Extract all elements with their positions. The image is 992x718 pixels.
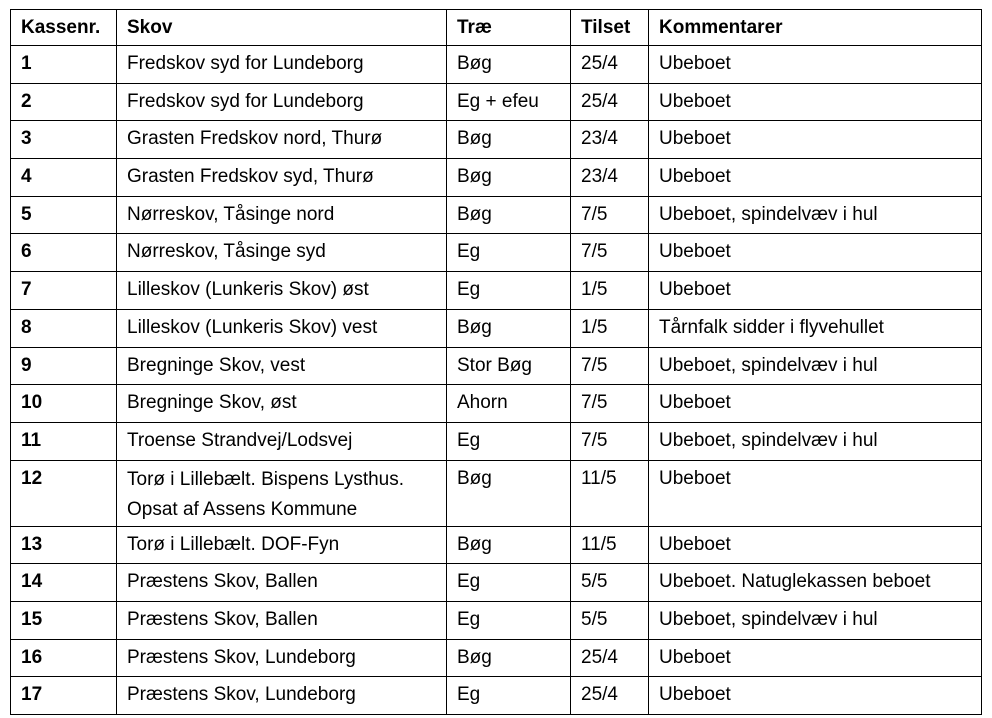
kassenr-cell: 5 — [11, 196, 117, 234]
table-row — [11, 46, 982, 84]
skov-cell: Lilleskov (Lunkeris Skov) øst — [117, 272, 447, 310]
tilset-cell: 25/4 — [571, 639, 649, 677]
trae-cell: Eg — [447, 272, 571, 310]
header-skov: Skov — [117, 10, 447, 46]
kommentarer-cell: Ubeboet — [649, 460, 982, 526]
kommentarer-cell: Ubeboet — [649, 385, 982, 423]
kassenr-cell: 9 — [11, 347, 117, 385]
table-row — [11, 564, 982, 602]
skov-cell: Troense Strandvej/Lodsvej — [117, 422, 447, 460]
kommentarer-cell: Ubeboet. Natuglekassen beboet — [649, 564, 982, 602]
kommentarer-cell: Ubeboet — [649, 83, 982, 121]
trae-cell: Bøg — [447, 121, 571, 159]
tilset-cell: 7/5 — [571, 196, 649, 234]
kommentarer-cell: Ubeboet — [649, 677, 982, 715]
tilset-cell: 1/5 — [571, 272, 649, 310]
table-row — [11, 272, 982, 310]
trae-cell: Bøg — [447, 309, 571, 347]
kassenr-cell: 4 — [11, 159, 117, 197]
skov-cell: Grasten Fredskov nord, Thurø — [117, 121, 447, 159]
tilset-cell: 25/4 — [571, 677, 649, 715]
trae-cell: Eg — [447, 234, 571, 272]
trae-cell: Eg — [447, 677, 571, 715]
skov-cell: Torø i Lillebælt. Bispens Lysthus. Opsat af Assens Kommune — [117, 460, 447, 526]
table-body — [11, 46, 982, 715]
header-trae: Træ — [447, 10, 571, 46]
header-kommentarer: Kommentarer — [649, 10, 982, 46]
trae-cell: Eg — [447, 564, 571, 602]
table-row — [11, 121, 982, 159]
kassenr-cell: 6 — [11, 234, 117, 272]
tilset-cell: 11/5 — [571, 526, 649, 564]
table-row — [11, 677, 982, 715]
trae-cell: Eg — [447, 601, 571, 639]
kommentarer-cell: Ubeboet — [649, 526, 982, 564]
tilset-cell: 7/5 — [571, 234, 649, 272]
kassenr-cell: 7 — [11, 272, 117, 310]
table-row — [11, 347, 982, 385]
table-row — [11, 601, 982, 639]
table-row — [11, 234, 982, 272]
skov-cell: Lilleskov (Lunkeris Skov) vest — [117, 309, 447, 347]
table-row — [11, 196, 982, 234]
kommentarer-cell: Ubeboet, spindelvæv i hul — [649, 601, 982, 639]
skov-cell: Bregninge Skov, øst — [117, 385, 447, 423]
table-row — [11, 309, 982, 347]
tilset-cell: 7/5 — [571, 422, 649, 460]
kassenr-cell: 3 — [11, 121, 117, 159]
trae-cell: Eg — [447, 422, 571, 460]
kassenr-cell: 12 — [11, 460, 117, 526]
kassenr-cell: 16 — [11, 639, 117, 677]
tilset-cell: 1/5 — [571, 309, 649, 347]
table-header-row — [11, 10, 982, 46]
trae-cell: Bøg — [447, 159, 571, 197]
trae-cell: Bøg — [447, 639, 571, 677]
kommentarer-cell: Ubeboet — [649, 234, 982, 272]
tilset-cell: 25/4 — [571, 46, 649, 84]
kommentarer-cell: Ubeboet, spindelvæv i hul — [649, 196, 982, 234]
skov-cell: Præstens Skov, Lundeborg — [117, 639, 447, 677]
table-row — [11, 422, 982, 460]
kassenr-cell: 10 — [11, 385, 117, 423]
skov-cell: Grasten Fredskov syd, Thurø — [117, 159, 447, 197]
trae-cell: Bøg — [447, 526, 571, 564]
tilset-cell: 7/5 — [571, 385, 649, 423]
kassenr-cell: 1 — [11, 46, 117, 84]
tilset-cell: 11/5 — [571, 460, 649, 526]
kassenr-cell: 15 — [11, 601, 117, 639]
tilset-cell: 5/5 — [571, 601, 649, 639]
trae-cell: Bøg — [447, 460, 571, 526]
kommentarer-cell: Ubeboet — [649, 46, 982, 84]
header-kassenr: Kassenr. — [11, 10, 117, 46]
skov-cell: Nørreskov, Tåsinge syd — [117, 234, 447, 272]
skov-cell: Fredskov syd for Lundeborg — [117, 83, 447, 121]
kassenr-cell: 13 — [11, 526, 117, 564]
skov-cell: Torø i Lillebælt. DOF-Fyn — [117, 526, 447, 564]
kassenr-cell: 11 — [11, 422, 117, 460]
skov-cell: Bregninge Skov, vest — [117, 347, 447, 385]
table-row — [11, 83, 982, 121]
kommentarer-cell: Ubeboet — [649, 159, 982, 197]
tilset-cell: 25/4 — [571, 83, 649, 121]
table-row — [11, 159, 982, 197]
skov-cell: Præstens Skov, Ballen — [117, 564, 447, 602]
kommentarer-cell: Tårnfalk sidder i flyvehullet — [649, 309, 982, 347]
trae-cell: Ahorn — [447, 385, 571, 423]
tilset-cell: 7/5 — [571, 347, 649, 385]
document-page — [10, 9, 982, 715]
skov-cell: Fredskov syd for Lundeborg — [117, 46, 447, 84]
kassenr-cell: 17 — [11, 677, 117, 715]
table-row — [11, 639, 982, 677]
kassenr-cell: 14 — [11, 564, 117, 602]
skov-cell: Præstens Skov, Ballen — [117, 601, 447, 639]
kommentarer-cell: Ubeboet, spindelvæv i hul — [649, 347, 982, 385]
kassenr-cell: 8 — [11, 309, 117, 347]
kassenr-cell: 2 — [11, 83, 117, 121]
skov-cell: Nørreskov, Tåsinge nord — [117, 196, 447, 234]
trae-cell: Bøg — [447, 46, 571, 84]
trae-cell: Bøg — [447, 196, 571, 234]
header-tilset: Tilset — [571, 10, 649, 46]
nest-box-table — [10, 9, 982, 715]
kommentarer-cell: Ubeboet — [649, 121, 982, 159]
kommentarer-cell: Ubeboet — [649, 639, 982, 677]
skov-cell: Præstens Skov, Lundeborg — [117, 677, 447, 715]
trae-cell: Eg + efeu — [447, 83, 571, 121]
kommentarer-cell: Ubeboet, spindelvæv i hul — [649, 422, 982, 460]
table-row — [11, 460, 982, 526]
table-row — [11, 385, 982, 423]
tilset-cell: 23/4 — [571, 159, 649, 197]
table-row — [11, 526, 982, 564]
kommentarer-cell: Ubeboet — [649, 272, 982, 310]
trae-cell: Stor Bøg — [447, 347, 571, 385]
tilset-cell: 5/5 — [571, 564, 649, 602]
tilset-cell: 23/4 — [571, 121, 649, 159]
